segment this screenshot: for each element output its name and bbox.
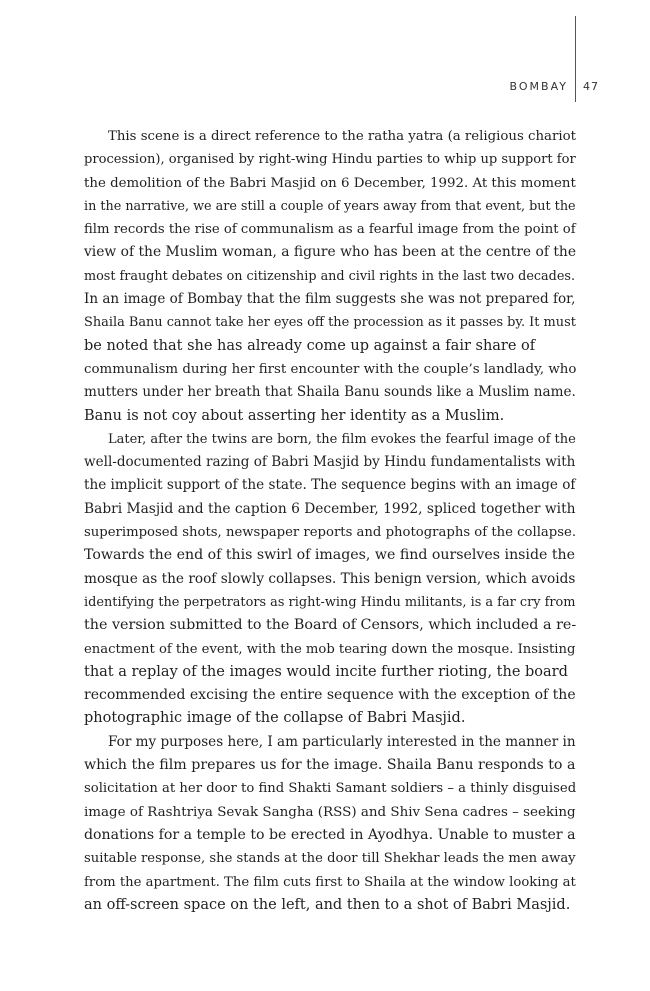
text-line: mosque as the roof slowly collapses. This benign version, which avoids (84, 570, 576, 587)
text-line: well-documented razing of Babri Masjid by Hindu fundamentalists with (84, 454, 576, 471)
text-line: In an image of Bombay that the film suggests she was not prepared for, (84, 291, 576, 308)
text-line: in the narrative, we are still a couple of years away from that event, but the (84, 198, 576, 214)
text-line: communalism during her first encounter with the couple’s landlady, who (84, 361, 577, 377)
text-line: This scene is a direct reference to the ratha yatra (a religious chariot (108, 129, 576, 144)
text-line: enactment of the event, with the mob tearing down the mosque. Insisting (84, 641, 576, 657)
text-line: recommended excising the entire sequence with the exception of the (84, 687, 576, 704)
running-head-divider (575, 16, 576, 102)
text-line: that a replay of the images would incite further rioting, the board (84, 663, 568, 680)
text-line: Banu is not coy about asserting her identity as a Muslim. (84, 407, 505, 424)
text-line: procession), organised by right-wing Hindu parties to whip up support for (84, 152, 576, 168)
paragraph (84, 125, 576, 428)
text-line: most fraught debates on citizenship and civil rights in the last two decades. (84, 268, 575, 284)
text-line: view of the Muslim woman, a figure who has been at the centre of the (84, 244, 576, 261)
text-line: from the apartment. The film cuts first to Shaila at the window looking at (84, 874, 576, 890)
text-line: Shaila Banu cannot take her eyes off the procession as it passes by. It must (84, 315, 576, 331)
running-head (0, 0, 650, 110)
text-line: solicitation at her door to find Shakti Samant soldiers – a thinly disguised (84, 781, 577, 797)
text-line: which the film prepares us for the image. Shaila Banu responds to a (84, 757, 576, 774)
paragraph (84, 731, 576, 917)
paragraph (84, 428, 576, 731)
text-line: Towards the end of this swirl of images, we find ourselves inside the (84, 547, 576, 564)
text-line: suitable response, she stands at the door till Shekhar leads the men away (84, 851, 576, 867)
text-line: identifying the perpetrators as right-wing Hindu militants, is a far cry from (84, 594, 576, 610)
text-line: film records the rise of communalism as a fearful image from the point of (84, 222, 576, 238)
text-line: be noted that she has already come up against a fair share of (84, 337, 536, 354)
text-line: photographic image of the collapse of Babri Masjid. (84, 710, 466, 727)
text-line: mutters under her breath that Shaila Banu sounds like a Muslim name. (84, 384, 576, 401)
text-line: Later, after the twins are born, the film evokes the fearful image of the (108, 431, 576, 447)
text-line: an off-screen space on the left, and then to a shot of Babri Masjid. (84, 896, 571, 913)
running-head-section: BOMBAY (509, 80, 568, 93)
text-line: the demolition of the Babri Masjid on 6 December, 1992. At this moment (84, 175, 576, 191)
text-line: image of Rashtriya Sevak Sangha (RSS) and Shiv Sena cadres – seeking (84, 804, 576, 820)
text-line: Babri Masjid and the caption 6 December, 1992, spliced together with (84, 500, 576, 517)
text-line: For my purposes here, I am particularly interested in the manner in (108, 733, 576, 750)
text-line: the version submitted to the Board of Censors, which included a re- (84, 617, 577, 634)
text-line: donations for a temple to be erected in Ayodhya. Unable to muster a (84, 826, 576, 843)
body-text (84, 125, 576, 917)
text-line: the implicit support of the state. The sequence begins with an image of (84, 477, 576, 494)
text-line: superimposed shots, newspaper reports and photographs of the collapse. (84, 525, 577, 541)
page-number: 47 (583, 80, 599, 93)
